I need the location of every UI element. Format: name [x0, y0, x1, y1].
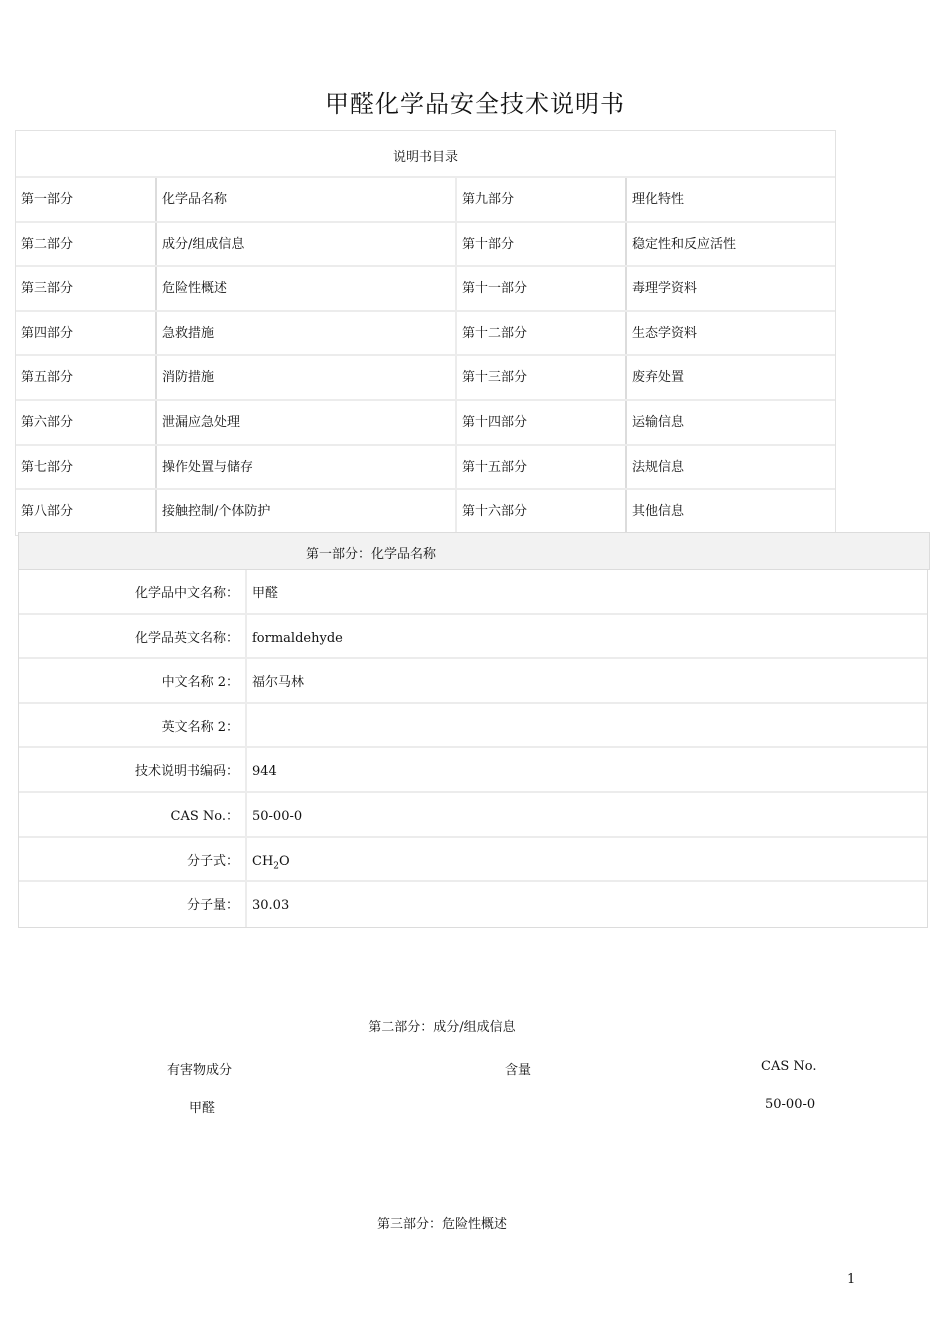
field-label: 化学品中文名称： — [19, 570, 247, 613]
part1-table — [18, 570, 928, 928]
toc-part-name: 成分/组成信息 — [157, 223, 457, 266]
field-label: 化学品英文名称： — [19, 615, 247, 658]
toc-part-name: 其他信息 — [632, 504, 685, 520]
toc-part-label: 第七部分 — [16, 446, 157, 489]
toc-part-label: 第十二部分 — [457, 312, 627, 355]
toc-row — [16, 446, 835, 491]
toc-row — [16, 267, 835, 312]
part1-header: 第一部分：化学品名称 — [18, 532, 930, 570]
toc-row — [16, 401, 835, 446]
field-value: 福尔马林 — [252, 675, 305, 691]
field-row — [19, 838, 927, 883]
field-label: 英文名称 2： — [19, 704, 247, 747]
toc-row — [16, 356, 835, 401]
toc-part-name: 生态学资料 — [632, 325, 698, 341]
field-value: formaldehyde — [252, 630, 343, 646]
formula-subscript: 2 — [273, 861, 280, 872]
toc-row — [16, 312, 835, 357]
toc-part-name: 危险性概述 — [157, 267, 457, 310]
toc-part-name: 稳定性和反应活性 — [632, 236, 737, 252]
toc-header: 说明书目录 — [16, 131, 835, 178]
formula-label: 分子式： — [19, 838, 247, 881]
component-value: 甲醛 — [189, 1101, 216, 1116]
toc-part-name: 急救措施 — [157, 312, 457, 355]
field-row — [19, 793, 927, 838]
toc-part-name: 法规信息 — [632, 459, 685, 475]
toc-row — [16, 490, 835, 535]
toc-part-label: 第三部分 — [16, 267, 157, 310]
page-number: 1 — [847, 1272, 856, 1287]
toc-part-name: 操作处置与储存 — [157, 446, 457, 489]
toc-part-label: 第六部分 — [16, 401, 157, 444]
table-of-contents — [15, 130, 836, 536]
part2-title: 第二部分：成分/组成信息 — [368, 1020, 516, 1035]
toc-part-label: 第十部分 — [457, 223, 627, 266]
field-value: 944 — [252, 764, 277, 780]
field-row — [19, 570, 927, 615]
part1-section — [18, 532, 930, 928]
formula-suffix: O — [279, 853, 290, 869]
cas-value: 50-00-0 — [765, 1097, 816, 1112]
field-value: 甲醛 — [252, 586, 279, 601]
component-header: 有害物成分 — [167, 1063, 233, 1078]
toc-part-label: 第二部分 — [16, 223, 157, 266]
toc-part-label: 第十五部分 — [457, 446, 627, 489]
formula-value — [247, 838, 927, 881]
toc-part-label: 第四部分 — [16, 312, 157, 355]
field-label: 技术说明书编码： — [19, 748, 247, 791]
document-title: 甲醛化学品安全技术说明书 — [325, 90, 625, 118]
field-value: 50-00-0 — [252, 808, 303, 824]
field-row — [19, 659, 927, 704]
toc-part-name: 接触控制/个体防护 — [157, 490, 457, 535]
toc-part-label: 第八部分 — [16, 490, 157, 535]
field-row — [19, 748, 927, 793]
toc-part-name: 运输信息 — [632, 414, 685, 430]
toc-part-label: 第十四部分 — [457, 401, 627, 444]
toc-part-label: 第一部分 — [16, 178, 157, 221]
field-label: CAS No.： — [19, 793, 247, 836]
cas-header: CAS No. — [761, 1059, 817, 1074]
toc-part-name: 理化特性 — [632, 192, 685, 207]
field-value — [247, 704, 927, 747]
toc-row — [16, 223, 835, 268]
toc-part-label: 第五部分 — [16, 356, 157, 399]
toc-part-name: 毒理学资料 — [632, 281, 698, 297]
toc-part-label: 第十一部分 — [457, 267, 627, 310]
field-row — [19, 615, 927, 660]
field-row — [19, 704, 927, 749]
toc-part-name: 废弃处置 — [632, 370, 685, 386]
weight-label: 分子量： — [19, 882, 247, 927]
field-label: 中文名称 2： — [19, 659, 247, 702]
part3-title: 第三部分：危险性概述 — [376, 1217, 507, 1232]
toc-row — [16, 178, 835, 223]
field-row — [19, 882, 927, 927]
content-header: 含量 — [505, 1063, 532, 1078]
toc-part-label: 第十三部分 — [457, 356, 627, 399]
toc-part-name: 化学品名称 — [157, 178, 457, 221]
toc-part-label: 第九部分 — [457, 178, 627, 221]
toc-part-label: 第十六部分 — [457, 490, 627, 535]
formula-prefix: CH — [252, 853, 274, 869]
weight-value: 30.03 — [252, 898, 290, 914]
toc-part-name: 消防措施 — [157, 356, 457, 399]
toc-part-name: 泄漏应急处理 — [157, 401, 457, 444]
